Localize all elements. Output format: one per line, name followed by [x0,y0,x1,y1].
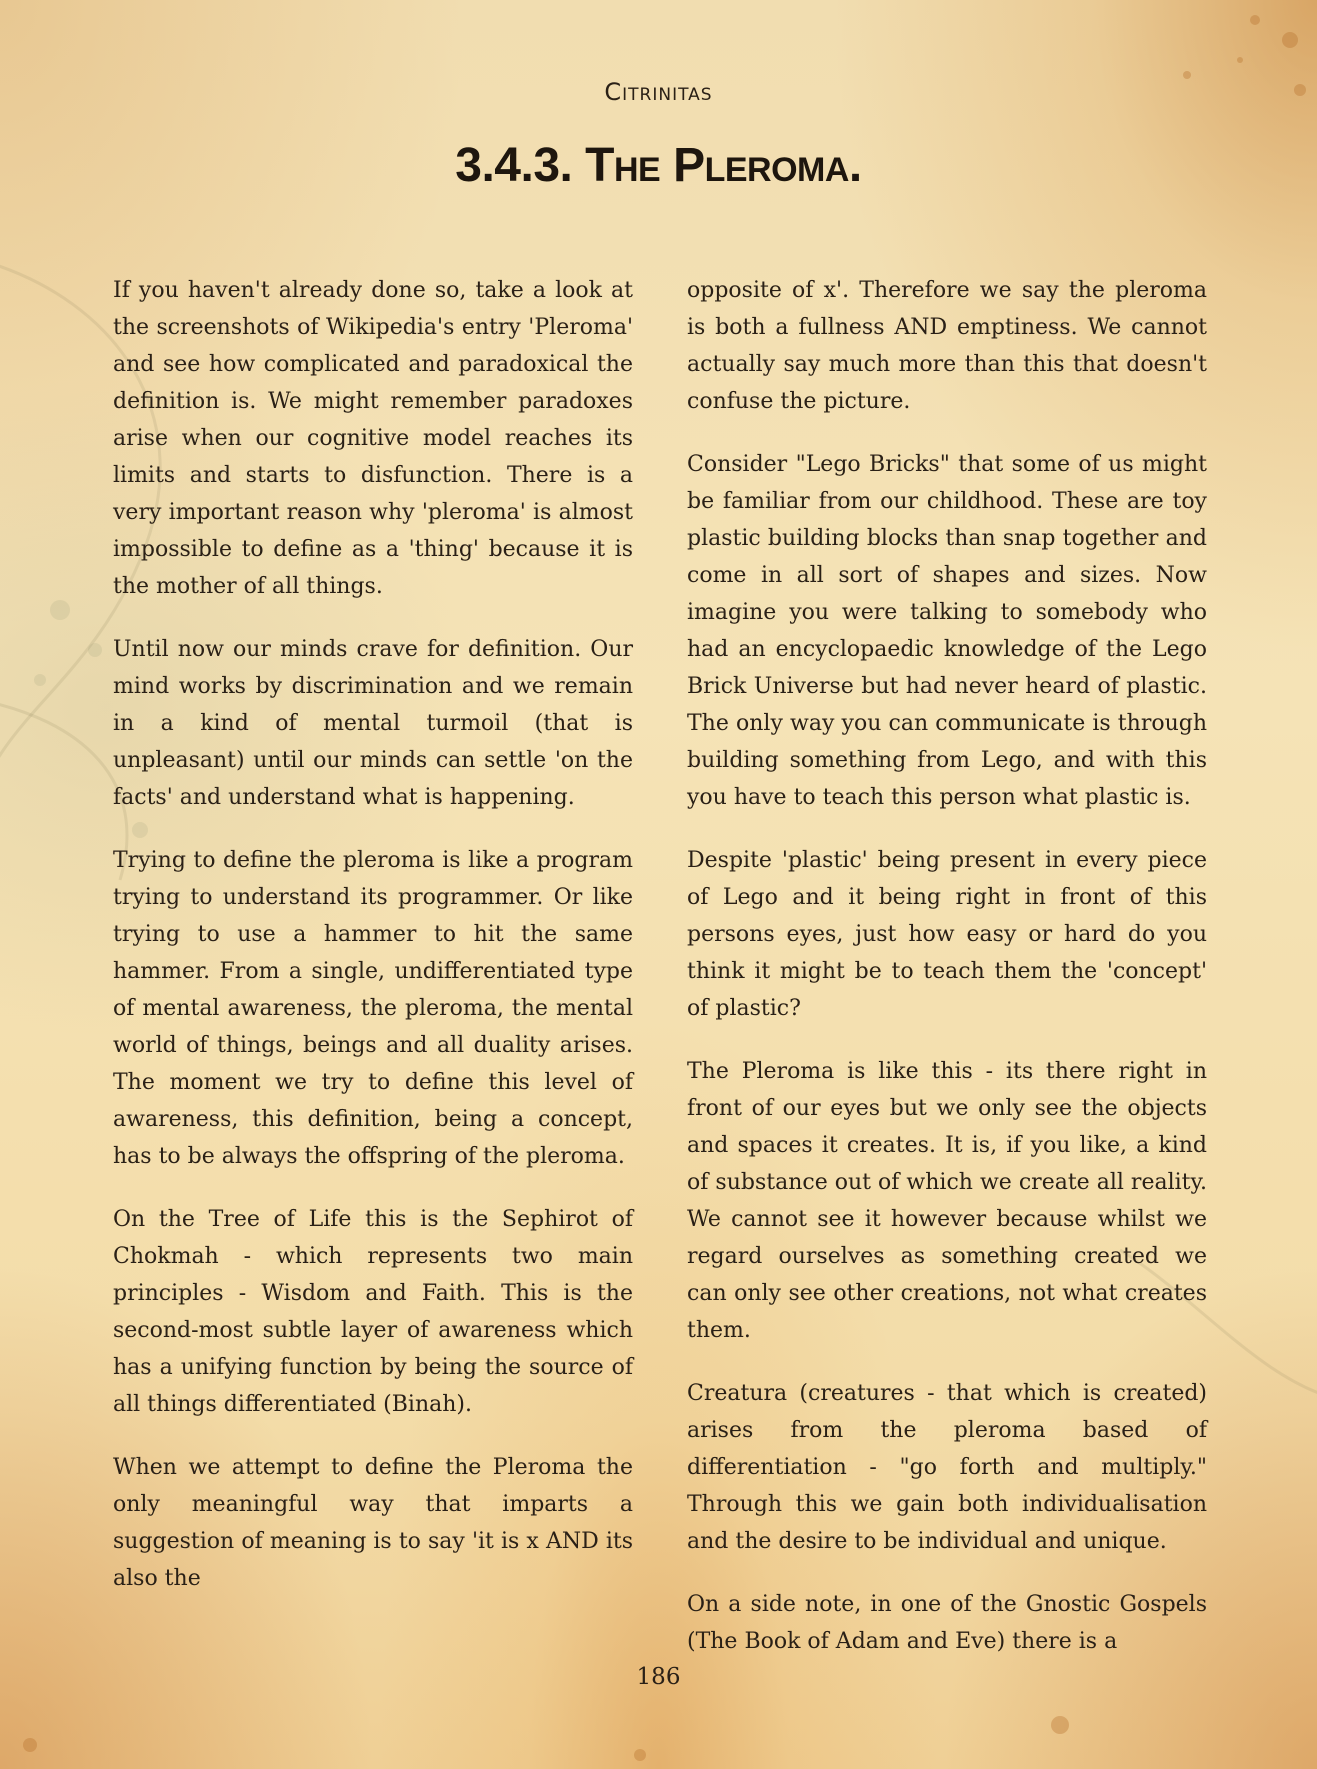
paragraph: Until now our minds crave for definition. Our mind works by discrimination and we remain in a kind of mental turmoil (that is unpleasant) until our minds can settle 'on the facts' and understand what is happening. [113,637,633,810]
chapter-title: 3.4.3. The Pleroma. [455,139,862,192]
paragraph: opposite of x'. Therefore we say the pleroma is both a fullness AND emptiness. We cannot actually say much more than this that doesn't confuse the picture. [687,278,1207,414]
paragraph: When we attempt to define the Pleroma the only meaningful way that imparts a suggestion of meaning is to say 'it is x AND its also the [113,1455,633,1591]
paragraph: The Pleroma is like this - its there right in front of our eyes but we only see the objects and spaces it creates. It is, if you like, a kind of substance out of which we create all reality. We cannot see it however because whilst we regard ourselves as something created we can only see other creations, not what creates them. [687,1059,1207,1343]
right-column [687,272,1207,1686]
paragraph: Trying to define the pleroma is like a program trying to understand its programmer. Or like trying to use a hammer to hit the same hammer. From a single, undifferentiated type of mental awareness, the pleroma, the mental world of things, beings and all duality arises. The moment we try to define this level of awareness, this definition, being a concept, has to be always the offspring of the pleroma. [113,848,633,1169]
paragraph: Creatura (creatures - that which is created) arises from the pleroma based of differentiation - "go forth and multiply." Through this we gain both individualisation and the desire to be individual and unique. [687,1381,1207,1554]
paragraph: Consider "Lego Bricks" that some of us might be familiar from our childhood. These are toy plastic building blocks than snap together and come in all sort of shapes and sizes. Now imagine you were talking to somebody who had an encyclopaedic knowledge of the Lego Brick Universe but had never heard of plastic. The only way you can communicate is through building something from Lego, and with this you have to teach this person what plastic is. [687,452,1207,810]
paragraph: On a side note, in one of the Gnostic Gospels (The Book of Adam and Eve) there is a [687,1592,1207,1654]
running-head: Citrinitas [604,78,713,106]
page-number: 186 [636,1664,681,1690]
paragraph: On the Tree of Life this is the Sephirot of Chokmah - which represents two main principles - Wisdom and Faith. This is the second-most subtle layer of awareness which has a unifying function by being the source of all things differentiated (Binah). [113,1207,633,1417]
paragraph: Despite 'plastic' being present in every piece of Lego and it being right in front of this persons eyes, just how easy or hard do you think it might be to teach them the 'concept' of plastic? [687,848,1207,1021]
paragraph: If you haven't already done so, take a look at the screenshots of Wikipedia's entry 'Pleroma' and see how complicated and paradoxical the definition is. We might remember paradoxes arise when our cognitive model reaches its limits and starts to disfunction. There is a very important reason why 'pleroma' is almost impossible to define as a 'thing' because it is the mother of all things. [113,278,633,599]
left-column [113,272,633,1623]
